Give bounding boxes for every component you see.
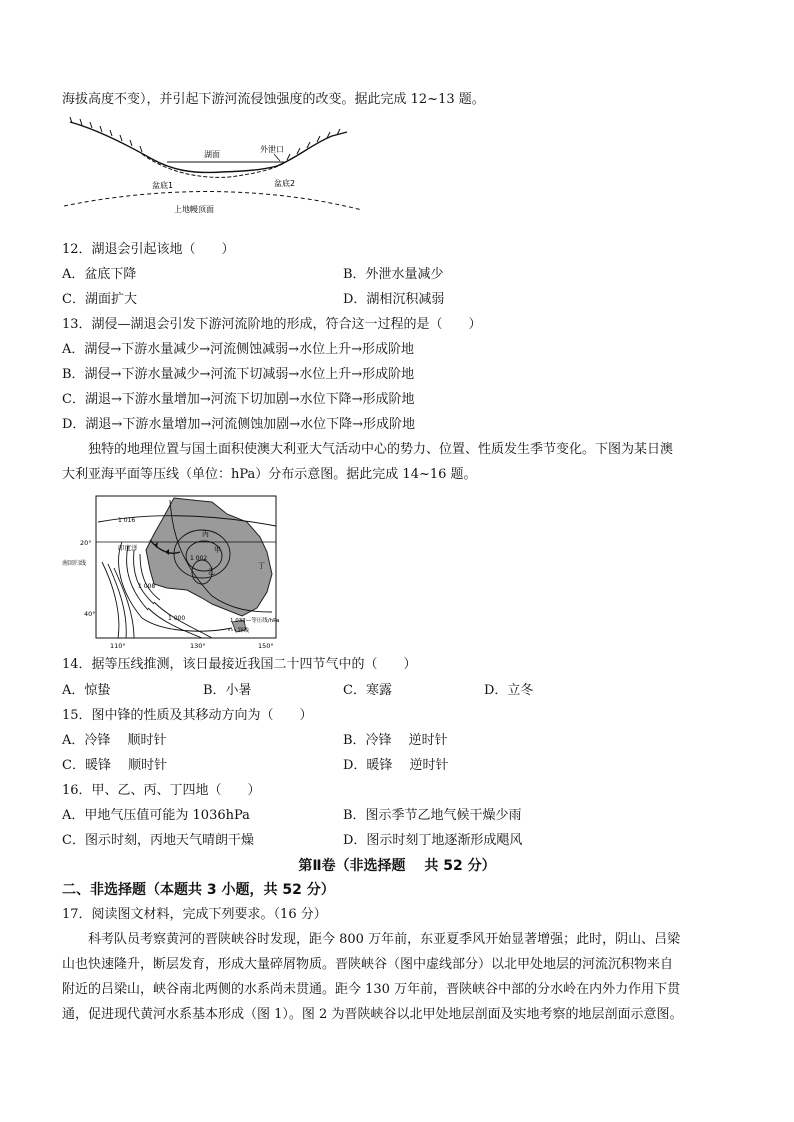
mantle-label: 上地幔顶面 <box>174 205 214 214</box>
lon-150-label: 150° <box>258 642 274 650</box>
legend-isobar: 1 032—等压线/hPa <box>230 618 280 624</box>
q12-stem: 12．湖退会引起该地（ ） <box>62 242 235 257</box>
low-pressure-label: 1 002 <box>190 555 208 562</box>
place-jia-label: 甲 <box>214 546 221 554</box>
outlet-label: 外泄口 <box>260 145 284 154</box>
q14-option-d: D．立冬 <box>484 683 534 698</box>
lon-130-label: 130° <box>190 642 206 650</box>
q17-para-line2: 山也快速隆升，断层发育，形成大量碎屑物质。晋陕峡谷（图中虚线部分）以北甲处地层的河流沉积物来自 <box>62 957 674 972</box>
q12-option-d: D．湖相沉积减弱 <box>343 292 445 307</box>
q13-stem: 13．湖侵—湖退会引发下游河流阶地的形成，符合这一过程的是（ ） <box>62 317 482 332</box>
basin2-label: 盆底2 <box>274 179 296 188</box>
tropic-label: 南回归线 <box>62 560 87 567</box>
section2-heading: 二、非选择题（本题共 3 小题，共 52 分） <box>62 882 335 898</box>
legend-front: 锋线 <box>238 628 250 634</box>
q15-option-d: D．暖锋 逆时针 <box>343 758 449 773</box>
lon-110-label: 110° <box>110 642 126 650</box>
isobar-1016-label: 1 016 <box>118 517 136 524</box>
intro-text-12-13: 海拔高度不变），并引起下游河流侵蚀强度的改变。据此完成 12~13 题。 <box>62 92 485 107</box>
q13-option-b: B．湖侵→下游水量减少→河流下切减弱→水位上升→形成阶地 <box>62 367 415 382</box>
q16-stem: 16．甲、乙、丙、丁四地（ ） <box>62 783 261 798</box>
isobar-1008-label: 1 008 <box>138 583 156 590</box>
indian-ocean-label: 印度洋 <box>118 544 138 552</box>
q13-option-c: C．湖退→下游水量增加→河流下切加剧→水位下降→形成阶地 <box>62 392 415 407</box>
place-ding-label: 丁 <box>258 562 265 570</box>
q12-option-b: B．外泄水量减少 <box>343 267 444 282</box>
q14-option-b: B．小暑 <box>203 683 252 698</box>
place-yi-label: 乙 <box>208 568 215 576</box>
q15-option-b: B．冷锋 逆时针 <box>343 733 448 748</box>
lat-20-label: 20° <box>80 539 92 547</box>
intro-text-14-16-line2: 大利亚海平面等压线（单位：hPa）分布示意图。据此完成 14~16 题。 <box>62 467 477 482</box>
isobar-1000-label: 1 000 <box>168 615 186 622</box>
lake-basin-diagram <box>62 114 362 232</box>
q14-stem: 14．据等压线推测，该日最接近我国二十四节气中的（ ） <box>62 657 417 672</box>
intro-text-14-16-line1: 独特的地理位置与国土面积使澳大利亚大气活动中心的势力、位置、性质发生季节变化。下图为某日澳 <box>88 442 674 457</box>
q15-option-c: C．暖锋 顺时针 <box>62 758 168 773</box>
q17-para-line1: 科考队员考察黄河的晋陕峡谷时发现，距今 800 万年前，东亚夏季风开始显著增强；此时，阴山、吕梁 <box>88 932 681 947</box>
q14-option-a: A．惊蛰 <box>62 683 111 698</box>
q15-option-a: A．冷锋 顺时针 <box>62 733 167 748</box>
q15-stem: 15．图中锋的性质及其移动方向为（ ） <box>62 708 313 723</box>
basin1-label: 盆底1 <box>152 181 174 190</box>
q13-option-a: A．湖侵→下游水量减少→河流侧蚀减弱→水位上升→形成阶地 <box>62 342 414 357</box>
q16-option-b: B．图示季节乙地气候干燥少雨 <box>343 808 522 823</box>
q13-option-d: D．湖退→下游水量增加→河流侧蚀加剧→水位下降→形成阶地 <box>62 417 415 432</box>
lake-surface-label: 湖面 <box>204 150 220 159</box>
q17-para-line4: 通，促进现代黄河水系基本形成（图 1）。图 2 为晋陕峡谷以北甲处地层剖面及实地考察的地层剖面示意图。 <box>62 1007 683 1022</box>
lat-40-label: 40° <box>84 610 96 618</box>
q16-option-c: C．图示时刻，丙地天气晴朗干燥 <box>62 833 254 848</box>
q14-option-c: C．寒露 <box>343 683 392 698</box>
australia-isobar-map <box>62 492 284 650</box>
q17-stem: 17．阅读图文材料，完成下列要求。（16 分） <box>62 907 327 922</box>
place-bing-label: 丙 <box>202 530 209 538</box>
q12-option-a: A．盆底下降 <box>62 267 137 282</box>
q12-option-c: C．湖面扩大 <box>62 292 137 307</box>
q16-option-d: D．图示时刻丁地逐渐形成飓风 <box>343 833 523 848</box>
part2-title: 第Ⅱ卷（非选择题 共 52 分） <box>298 858 496 874</box>
q16-option-a: A．甲地气压值可能为 1036hPa <box>62 808 250 823</box>
q17-para-line3: 附近的吕梁山，峡谷南北两侧的水系尚未贯通。距今 130 万年前，晋陕峡谷中部的分水岭在内外力作用下贯 <box>62 982 681 997</box>
